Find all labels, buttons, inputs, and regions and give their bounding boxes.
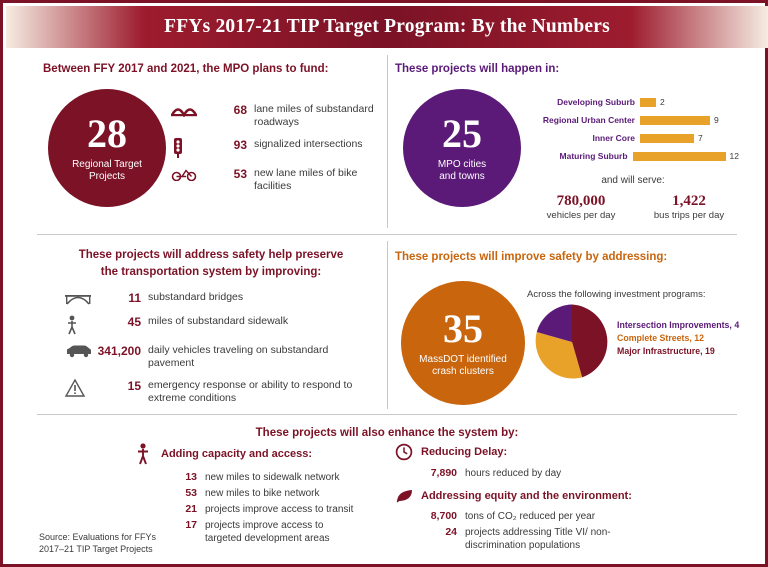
pedestrian-icon [65, 315, 95, 335]
stat-text: daily vehicles traveling on substandard pavement [148, 344, 329, 370]
divider-horizontal-upper [37, 234, 737, 235]
warning-triangle-icon [65, 379, 95, 397]
legend-item: Intersection Improvements, 4 [617, 320, 740, 330]
section-safety [395, 251, 735, 263]
footer-text: hours reduced by day [465, 468, 562, 479]
serve-stats [527, 193, 743, 221]
traffic-signal-icon [171, 138, 201, 158]
serve-intro: and will serve: [601, 175, 665, 186]
leaf-icon [395, 488, 421, 504]
bar-category-label: Inner Core [592, 133, 635, 143]
capacity-heading: Adding capacity and access: [161, 448, 312, 460]
stat-row [65, 344, 375, 370]
footer-text: projects addressing Title VI/ non-discrimination populations [465, 527, 611, 551]
stat-number: 53 [233, 167, 247, 182]
stat-number: 93 [233, 138, 247, 153]
section-geography [395, 63, 735, 75]
stat-number: 45 [127, 315, 141, 329]
crash-clusters-label-1: MassDOT identified [419, 353, 507, 365]
footer-title-wrap [37, 423, 737, 441]
serve-number: 780,000 [556, 193, 606, 209]
bar-category-label: Regional Urban Center [542, 115, 635, 125]
header-banner [6, 6, 768, 48]
bar-value-label: 9 [714, 115, 719, 125]
footer-row [405, 526, 735, 552]
preservation-stats-list [65, 291, 375, 415]
serve-stat [527, 193, 635, 221]
serve-number: 1,422 [672, 193, 706, 209]
bridge-arch-icon [65, 291, 95, 306]
investment-programs-pie-chart [533, 303, 611, 381]
stat-row [171, 138, 376, 158]
legend-item: Complete Streets, 12 [617, 332, 705, 343]
stat-row [171, 103, 376, 129]
source-line-1: Source: Evaluations for FFYs [39, 532, 157, 542]
bar-value-label: 7 [698, 133, 703, 143]
footer-row [405, 510, 735, 523]
footer-number: 24 [445, 526, 457, 538]
regional-target-projects-label-1: Regional Target [72, 158, 142, 170]
crash-clusters-label-2: crash clusters [432, 365, 494, 377]
divider-vertical-bottom [387, 241, 388, 409]
footer-text: new miles to sidewalk network [205, 472, 340, 483]
serve-label: bus trips per day [653, 210, 725, 221]
stat-text: emergency response or ability to respond to extreme conditions [148, 379, 353, 405]
footer-number: 17 [185, 519, 197, 531]
stat-text: signalized intersections [254, 138, 363, 151]
funding-title: Between FFY 2017 and 2021, the MPO plans to fund: [43, 63, 329, 75]
bridge-icon [171, 103, 201, 117]
funding-stats-list [171, 103, 376, 203]
source-line-2: 2017–21 TIP Target Projects [39, 544, 153, 555]
footer-row [145, 503, 385, 516]
bar-value-bar [640, 116, 710, 125]
stat-row [65, 291, 375, 306]
investment-programs-legend [617, 319, 747, 357]
footer-row [145, 519, 385, 545]
serve-label: vehicles per day [546, 210, 616, 221]
stat-text: lane miles of substandard roadways [254, 103, 374, 129]
section-preservation [43, 247, 379, 280]
footer-number: 53 [185, 487, 197, 499]
footer-row [145, 487, 385, 500]
bar-value-bar [640, 134, 694, 143]
footer-text: projects improve access to transit [205, 504, 354, 515]
bar-value-bar [633, 152, 726, 161]
car-icon [65, 344, 95, 358]
environment-heading: Addressing equity and the environment: [421, 490, 632, 502]
footer-text: tons of CO₂ reduced per year [465, 511, 596, 522]
preservation-title-2: the transportation system by improving: [100, 265, 322, 278]
divider-vertical-top [387, 55, 388, 228]
legend-item: Major Infrastructure, 19 [617, 345, 715, 356]
pedestrian-access-icon [135, 443, 161, 465]
footer-number: 21 [185, 503, 197, 515]
footer-number: 13 [185, 471, 197, 483]
footer-group-capacity [135, 443, 385, 548]
source-note [39, 531, 156, 555]
footer-text: projects improve access to targeted development areas [205, 520, 330, 544]
crash-clusters-circle [401, 281, 525, 405]
regional-target-projects-label-2: Projects [88, 170, 126, 182]
page-title: FFYs 2017-21 TIP Target Program: By the Numbers [164, 16, 610, 37]
stat-number: 11 [128, 291, 141, 305]
footer-number: 7,890 [430, 467, 457, 479]
stat-text: substandard bridges [148, 291, 244, 303]
mpo-cities-label-1: MPO cities [437, 158, 487, 170]
footer-number: 8,700 [430, 510, 457, 522]
mpo-cities-number: 25 [442, 110, 482, 156]
mpo-cities-label-2: and towns [439, 170, 485, 182]
bar-value-label: 2 [660, 97, 665, 107]
bar-category-label: Maturing Suburb [559, 151, 628, 161]
regional-target-projects-circle [48, 89, 166, 207]
footer-title: These projects will also enhance the system by: [255, 427, 519, 439]
footer-group-delay [395, 443, 725, 483]
safety-title: These projects will improve safety by addressing: [395, 251, 668, 263]
footer-text: new miles to bike network [205, 488, 320, 499]
preservation-title-1: These projects will address safety help preserve [78, 249, 344, 261]
mpo-cities-circle [403, 89, 521, 207]
stat-number: 341,200 [97, 344, 141, 358]
footer-row [405, 467, 725, 480]
footer-group-environment [395, 488, 735, 555]
serve-stat [635, 193, 743, 221]
stat-number: 68 [233, 103, 247, 117]
bicycle-icon [171, 167, 201, 181]
clock-icon [395, 443, 421, 461]
regional-target-projects-number: 28 [87, 110, 127, 156]
bar-value-label: 12 [729, 151, 739, 161]
community-type-bar-chart [527, 95, 739, 163]
geography-title: These projects will happen in: [395, 63, 560, 75]
bar-value-bar [640, 98, 656, 107]
stat-row [65, 379, 375, 405]
stat-text: new lane miles of bike facilities [254, 167, 358, 193]
delay-heading: Reducing Delay: [421, 446, 508, 458]
section-funding [43, 63, 379, 75]
stat-text: miles of substandard sidewalk [148, 315, 289, 327]
crash-clusters-number: 35 [443, 305, 483, 351]
stat-row [171, 167, 376, 193]
stat-row [65, 315, 375, 335]
stat-number: 15 [127, 379, 141, 394]
investment-programs-title: Across the following investment programs: [527, 289, 706, 300]
bar-category-label: Developing Suburb [557, 97, 635, 107]
footer-row [145, 471, 385, 484]
